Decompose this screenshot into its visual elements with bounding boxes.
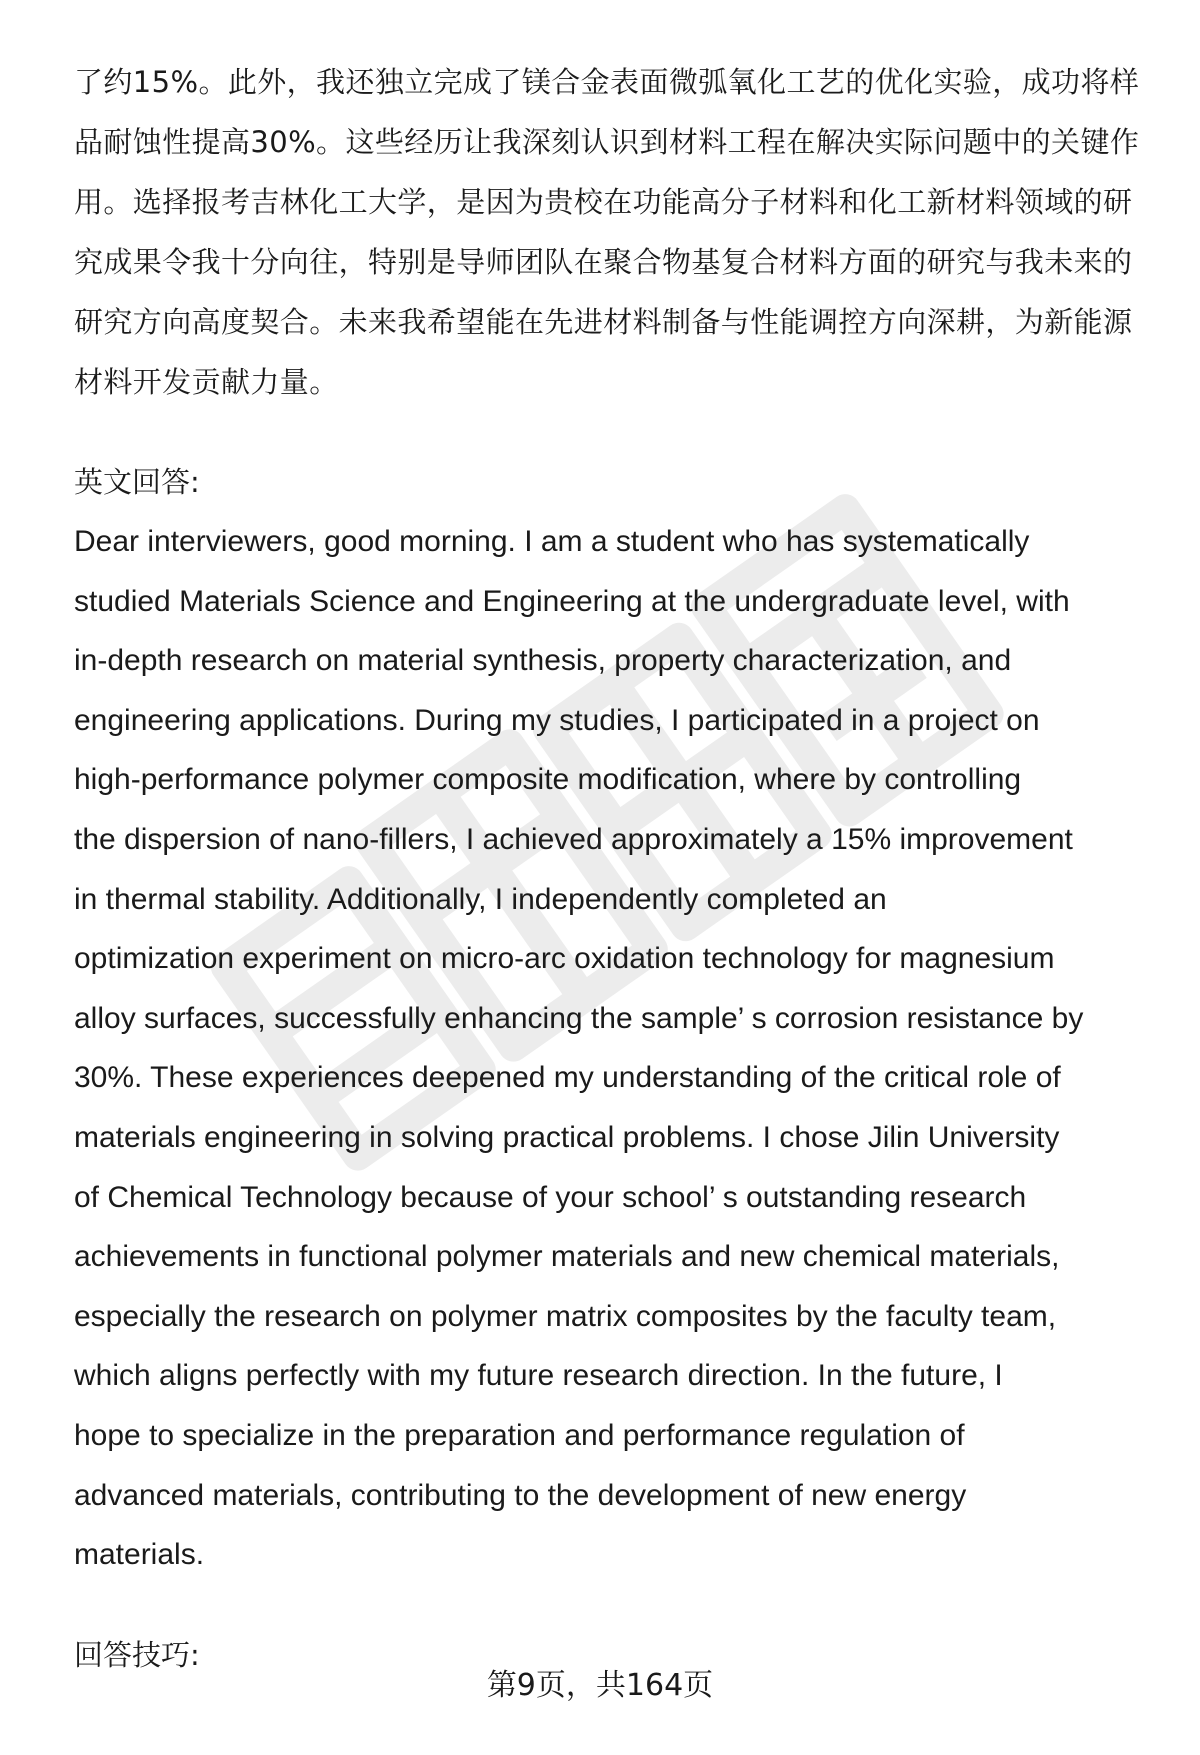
text-line: 材料开发贡献力量。 <box>74 365 339 399</box>
text-line: which aligns perfectly with my future research direction. In the future, I <box>74 1359 1003 1393</box>
text-line: 研究方向高度契合。未来我希望能在先进材料制备与性能调控方向深耕，为新能源 <box>74 305 1133 339</box>
content-area <box>74 52 1154 1685</box>
text-line: studied Materials Science and Engineering at the undergraduate level, with <box>74 584 1070 618</box>
text-line: 了约15%。此外，我还独立完成了镁合金表面微弧氧化工艺的优化实验，成功将样 <box>74 65 1140 99</box>
answer-tips-label: 回答技巧: <box>74 1637 200 1672</box>
text-line: especially the research on polymer matrix composites by the faculty team, <box>74 1299 1057 1333</box>
text-line: in thermal stability. Additionally, I independently completed an <box>74 882 887 916</box>
english-answer-label: 英文回答: <box>74 465 200 499</box>
text-line: 30%. These experiences deepened my understanding of the critical role of <box>74 1061 1061 1095</box>
chinese-answer-paragraph <box>74 52 1154 412</box>
text-line: materials engineering in solving practical problems. I chose Jilin University <box>74 1120 1060 1154</box>
text-line: the dispersion of nano-fillers, I achieved approximately a 15% improvement <box>74 822 1073 856</box>
text-line: Dear interviewers, good morning. I am a student who has systematically <box>74 525 1030 558</box>
text-line: of Chemical Technology because of your school’ s outstanding research <box>74 1180 1027 1214</box>
text-line: advanced materials, contributing to the development of new energy <box>74 1478 967 1512</box>
text-line: 究成果令我十分向往，特别是导师团队在聚合物基复合材料方面的研究与我未来的 <box>74 245 1133 279</box>
english-answer-paragraph <box>74 512 1154 1585</box>
text-line: high-performance polymer composite modification, where by controlling <box>74 763 1022 797</box>
text-line: materials. <box>74 1538 205 1572</box>
text-line: achievements in functional polymer materials and new chemical materials, <box>74 1240 1060 1274</box>
text-line: engineering applications. During my studies, I participated in a project on <box>74 703 1040 737</box>
text-line: hope to specialize in the preparation and performance regulation of <box>74 1418 965 1452</box>
page-number: 第9页，共164页 <box>486 1668 714 1703</box>
text-line: alloy surfaces, successfully enhancing the sample’ s corrosion resistance by <box>74 1001 1084 1035</box>
text-line: 品耐蚀性提高30%。这些经历让我深刻认识到材料工程在解决实际问题中的关键作 <box>74 125 1140 159</box>
text-line: optimization experiment on micro-arc oxidation technology for magnesium <box>74 942 1055 976</box>
text-line: in-depth research on material synthesis, property characterization, and <box>74 644 1012 678</box>
text-line: 用。选择报考吉林化工大学，是因为贵校在功能高分子材料和化工新材料领域的研 <box>74 185 1133 219</box>
